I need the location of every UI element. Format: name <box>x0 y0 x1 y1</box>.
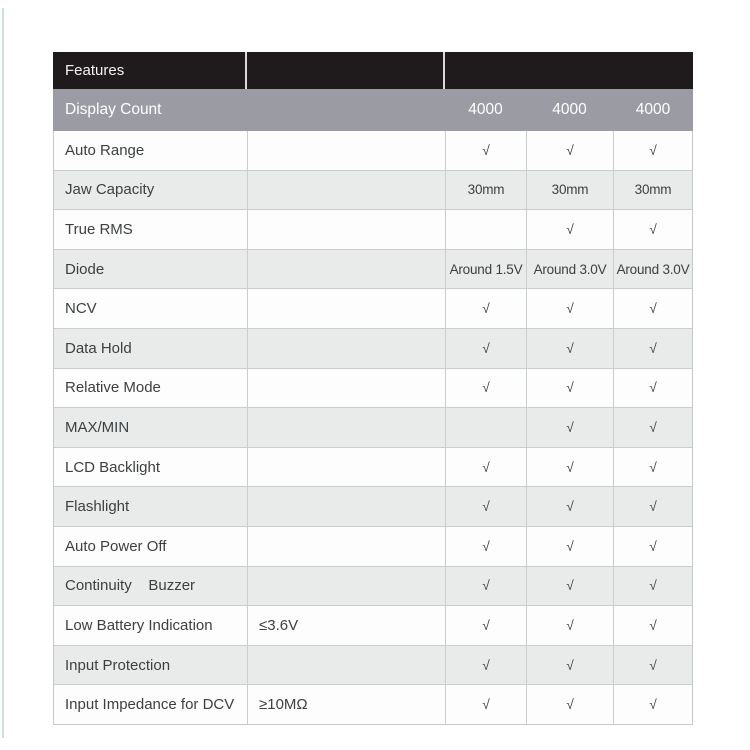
model-2-value: √ <box>527 527 614 566</box>
model-1-value: √ <box>446 329 527 368</box>
table-row-lcd-backlight <box>54 448 692 488</box>
model-1-value: 30mm <box>446 171 527 210</box>
model-3-value: √ <box>649 617 657 633</box>
header-models-cell <box>445 52 693 89</box>
model-3-value: √ <box>649 380 657 396</box>
feature-name: NCV <box>54 289 248 328</box>
table-row-max-min <box>54 408 692 448</box>
table-row-continuity-buzzer <box>54 567 692 607</box>
model-3-value: √ <box>649 142 657 158</box>
feature-note <box>248 487 446 526</box>
feature-note <box>248 131 446 170</box>
display-count-value-3: 4000 <box>635 101 671 118</box>
model-2-value: √ <box>527 131 614 170</box>
feature-note <box>248 567 446 606</box>
model-2-value: √ <box>527 408 614 447</box>
table-row-auto-range <box>54 131 692 171</box>
display-count-row <box>53 89 693 131</box>
model-2-value: √ <box>527 289 614 328</box>
model-2-value: √ <box>527 210 614 249</box>
model-2-value: √ <box>527 487 614 526</box>
model-1-value <box>446 408 527 447</box>
display-count-label: Display Count <box>65 101 162 118</box>
model-2-value: 30mm <box>527 171 614 210</box>
feature-name: Flashlight <box>54 487 248 526</box>
model-2-value: √ <box>527 329 614 368</box>
model-3-value: √ <box>649 301 657 317</box>
feature-note <box>248 408 446 447</box>
feature-name: Auto Range <box>54 131 248 170</box>
feature-note <box>248 289 446 328</box>
feature-comparison-table <box>53 52 693 725</box>
table-row-ncv <box>54 289 692 329</box>
model-1-value: √ <box>446 487 527 526</box>
model-1-value: √ <box>446 527 527 566</box>
model-3-value: √ <box>649 221 657 237</box>
feature-note: ≥10MΩ <box>248 685 446 724</box>
feature-note <box>248 250 446 289</box>
feature-note <box>248 527 446 566</box>
feature-name: LCD Backlight <box>54 448 248 487</box>
model-1-value: √ <box>446 369 527 408</box>
model-1-value: √ <box>446 685 527 724</box>
model-3-value: √ <box>649 578 657 594</box>
model-3-value: √ <box>649 657 657 673</box>
feature-name: True RMS <box>54 210 248 249</box>
feature-note <box>248 369 446 408</box>
feature-name: Jaw Capacity <box>54 171 248 210</box>
table-row-input-protection <box>54 646 692 686</box>
table-row-auto-power-off <box>54 527 692 567</box>
table-row-diode <box>54 250 692 290</box>
model-3-value: √ <box>649 340 657 356</box>
model-1-value: √ <box>446 131 527 170</box>
model-3-value: √ <box>649 459 657 475</box>
table-row-low-battery-indication <box>54 606 692 646</box>
model-2-value: √ <box>527 448 614 487</box>
model-3-value: √ <box>649 419 657 435</box>
table-row-jaw-capacity <box>54 171 692 211</box>
table-row-true-rms <box>54 210 692 250</box>
model-2-value: √ <box>527 685 614 724</box>
table-row-input-impedance-for-dcv <box>54 685 692 724</box>
feature-name: Low Battery Indication <box>54 606 248 645</box>
feature-name: Auto Power Off <box>54 527 248 566</box>
feature-name: Input Impedance for DCV <box>54 685 248 724</box>
table-row-relative-mode <box>54 369 692 409</box>
model-1-value: √ <box>446 289 527 328</box>
feature-note: ≤3.6V <box>248 606 446 645</box>
table-row-flashlight <box>54 487 692 527</box>
model-1-value: Around 1.5V <box>446 250 527 289</box>
feature-name: Continuity Buzzer <box>54 567 248 606</box>
model-3-value: Around 3.0V <box>616 261 690 277</box>
feature-name: MAX/MIN <box>54 408 248 447</box>
model-2-value: √ <box>527 369 614 408</box>
header-spacer-cell <box>247 52 445 89</box>
feature-name: Data Hold <box>54 329 248 368</box>
model-1-value <box>446 210 527 249</box>
feature-name: Relative Mode <box>54 369 248 408</box>
model-3-value: 30mm <box>634 182 672 198</box>
model-1-value: √ <box>446 606 527 645</box>
model-2-value: √ <box>527 646 614 685</box>
display-count-value-1: 4000 <box>468 101 503 118</box>
feature-note <box>248 210 446 249</box>
display-count-value-2: 4000 <box>552 101 587 118</box>
model-1-value: √ <box>446 448 527 487</box>
feature-note <box>248 448 446 487</box>
feature-name: Diode <box>54 250 248 289</box>
left-accent-line <box>2 8 4 738</box>
model-2-value: √ <box>527 606 614 645</box>
feature-note <box>248 646 446 685</box>
table-header-row <box>53 52 693 89</box>
model-1-value: √ <box>446 567 527 606</box>
model-1-value: √ <box>446 646 527 685</box>
feature-note <box>248 329 446 368</box>
model-2-value: √ <box>527 567 614 606</box>
model-3-value: √ <box>649 538 657 554</box>
feature-note <box>248 171 446 210</box>
features-header-cell: Features <box>53 52 247 89</box>
table-row-data-hold <box>54 329 692 369</box>
table-body <box>53 131 693 725</box>
model-3-value: √ <box>649 697 657 713</box>
feature-name: Input Protection <box>54 646 248 685</box>
model-2-value: Around 3.0V <box>527 250 614 289</box>
model-3-value: √ <box>649 499 657 515</box>
